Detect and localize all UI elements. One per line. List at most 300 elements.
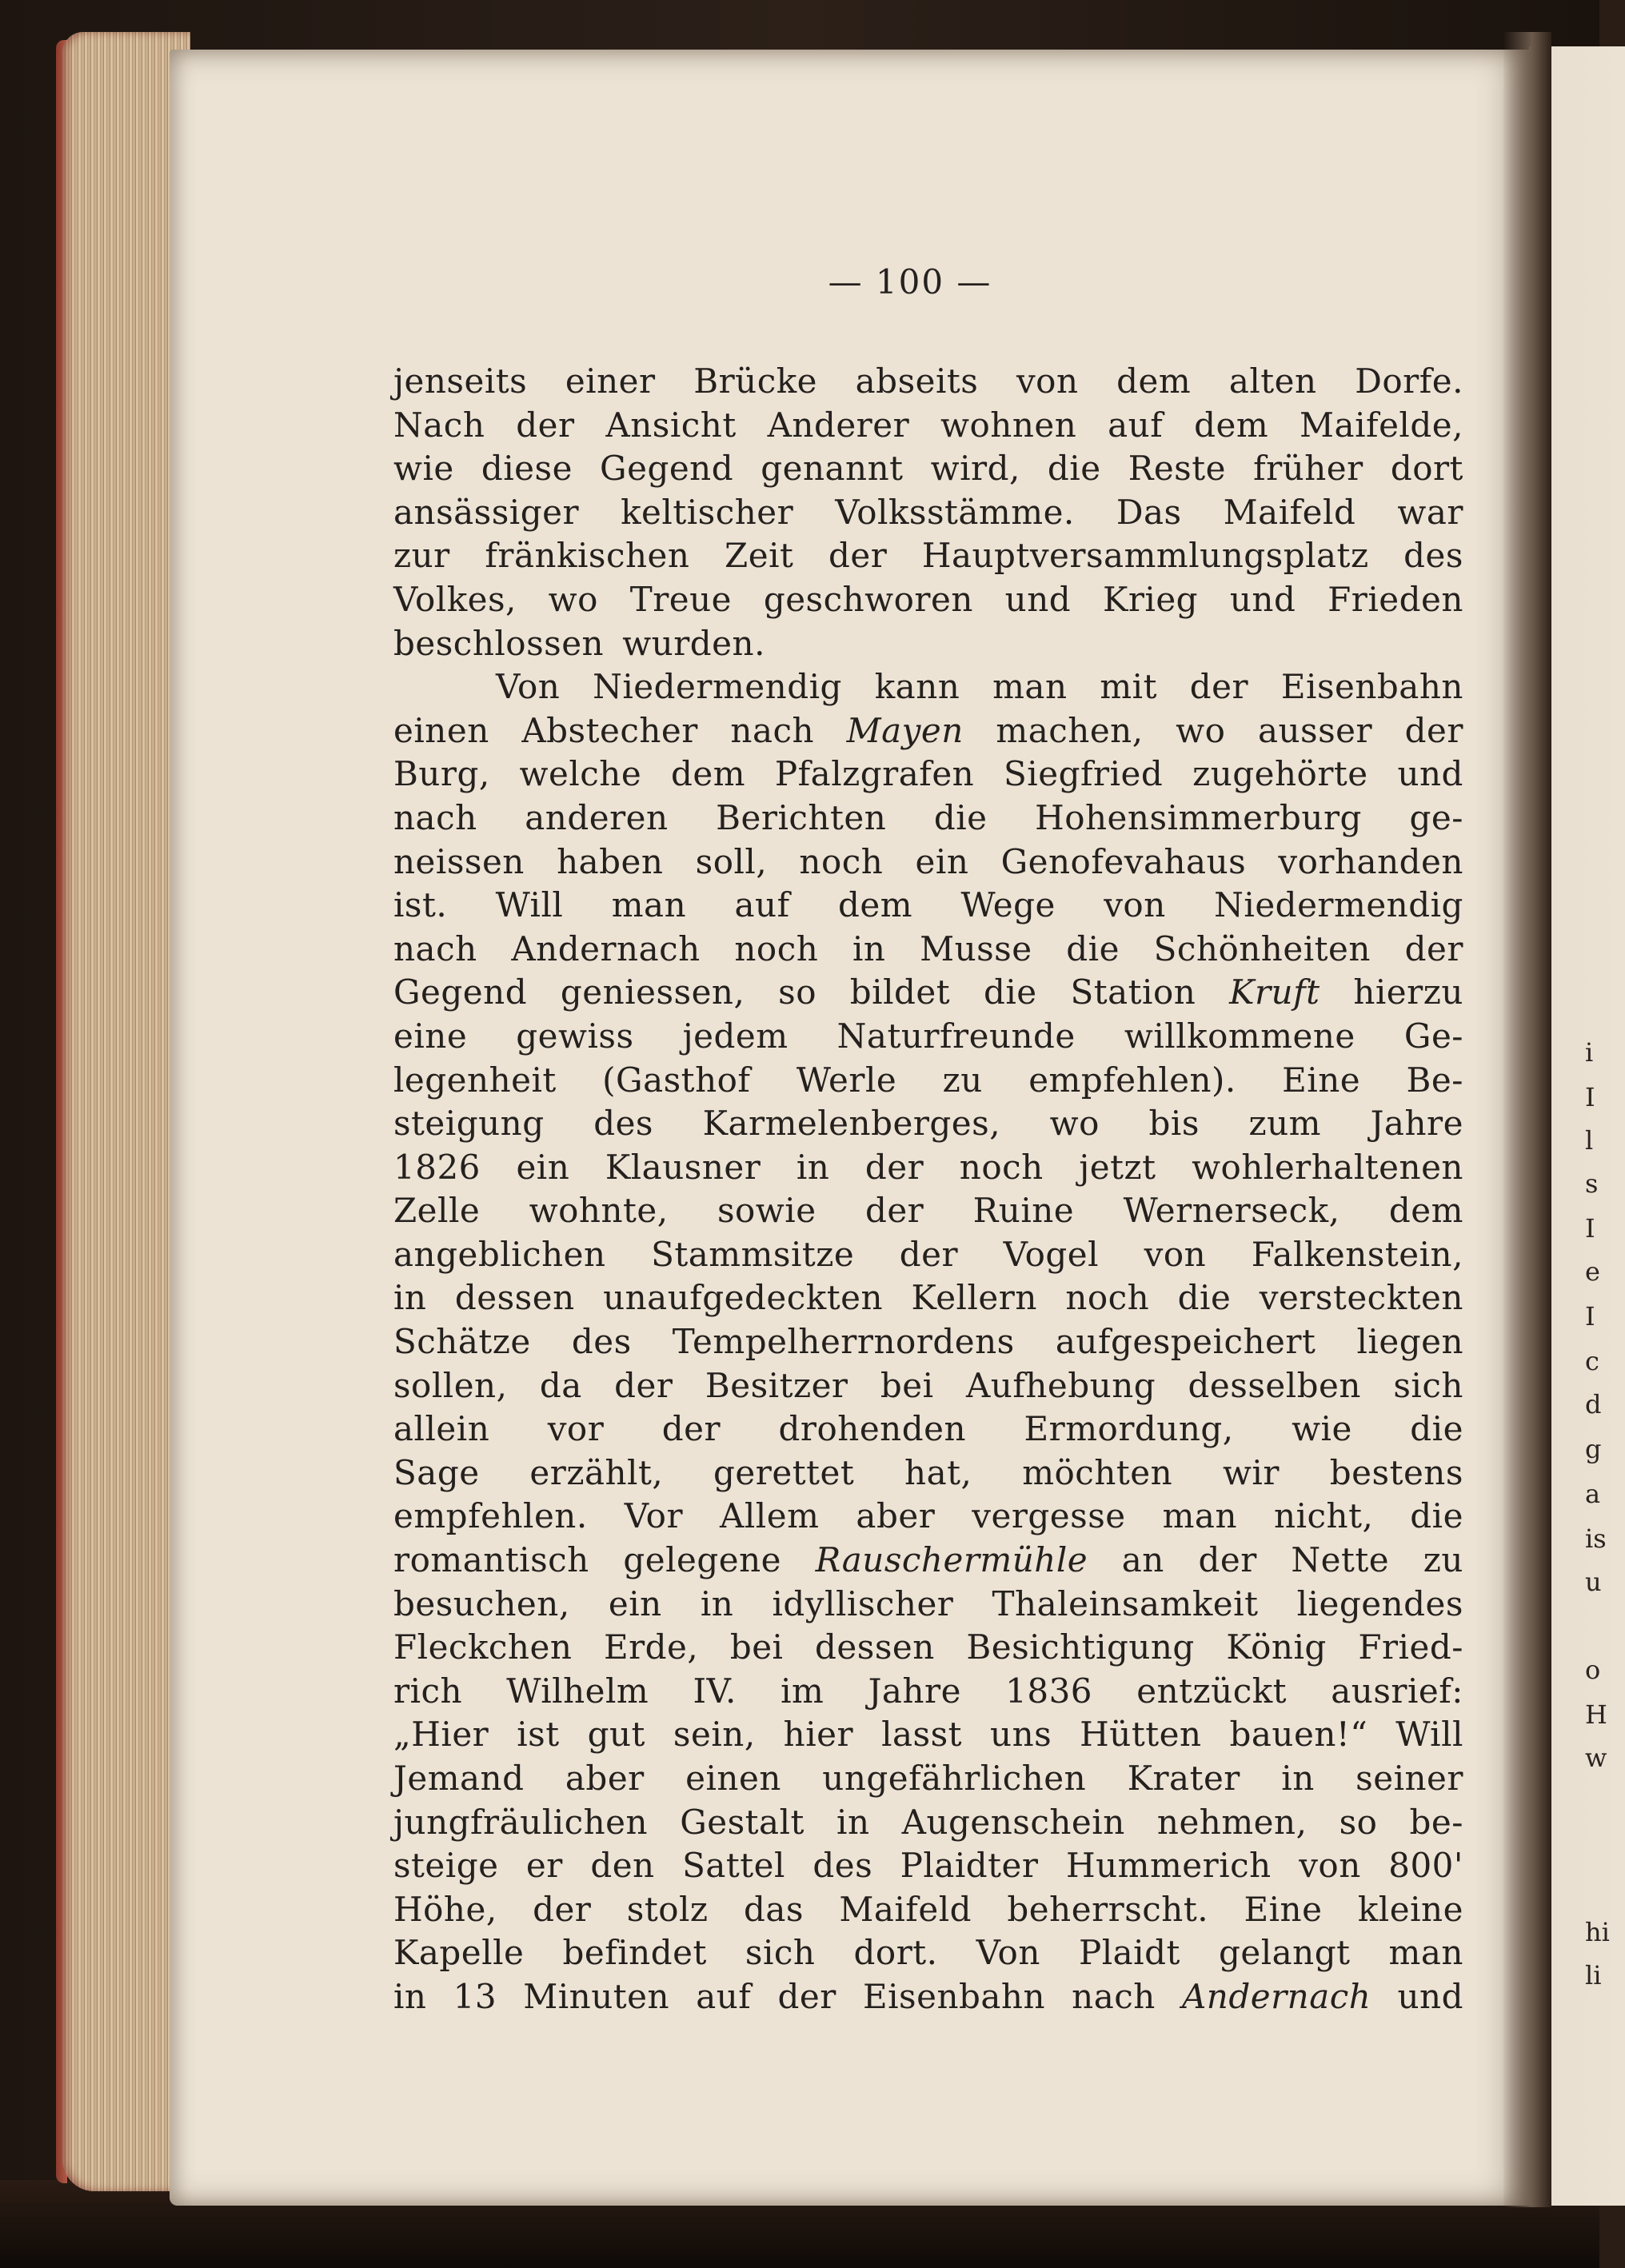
word: der — [533, 1889, 592, 1929]
word: auf — [696, 1976, 752, 2016]
word: Eine — [1282, 1060, 1361, 1100]
word: wurden. — [622, 623, 765, 663]
word: Treue — [629, 579, 733, 619]
facing-page-letter: i — [1585, 1037, 1594, 1068]
word: Hauptversammlungsplatz — [921, 536, 1369, 576]
word: wie — [1292, 1409, 1352, 1449]
facing-page-letter: c — [1585, 1346, 1599, 1376]
text-line — [393, 1451, 1463, 1495]
text-line — [393, 1102, 1463, 1146]
word: Ermordung, — [1024, 1409, 1234, 1449]
word: Stammsitze — [651, 1234, 855, 1274]
word: sowie — [717, 1191, 816, 1231]
word: wo — [548, 579, 598, 619]
word: Nette — [1291, 1540, 1390, 1580]
word: Dorfe. — [1355, 361, 1463, 401]
word: Ge- — [1403, 1016, 1463, 1056]
word: ein — [516, 1147, 570, 1187]
text-line — [393, 1626, 1463, 1670]
word: ist. — [393, 885, 448, 925]
word: fränkischen — [485, 536, 690, 576]
word: dort — [1390, 449, 1463, 489]
word: anderen — [525, 797, 669, 837]
word: zu — [1423, 1540, 1463, 1580]
word: Abstecher — [521, 710, 698, 750]
word: Gegend — [600, 449, 734, 489]
word: Andernach — [1181, 1976, 1371, 2016]
word: allein — [393, 1409, 490, 1449]
text-line — [393, 797, 1463, 841]
word: aufgespeichert — [1055, 1322, 1316, 1362]
word: wo — [1176, 710, 1226, 750]
word: neissen — [393, 841, 525, 881]
word: des — [593, 1104, 653, 1144]
word: Nach — [393, 405, 485, 445]
word: hat, — [904, 1452, 972, 1492]
word: die — [933, 797, 988, 837]
word: steige — [393, 1846, 499, 1886]
word: gerettet — [713, 1452, 855, 1492]
text-line — [393, 1670, 1463, 1714]
word: Das — [1116, 492, 1182, 532]
word: Siegfried — [1004, 754, 1164, 794]
word: in — [836, 1802, 870, 1842]
word: ein — [915, 841, 969, 881]
word: haben — [557, 841, 664, 881]
word: Maifelde, — [1300, 405, 1463, 445]
word: man — [992, 667, 1068, 707]
word: Besichtigung — [966, 1627, 1195, 1667]
word: und — [1397, 1976, 1463, 2016]
text-line — [393, 1364, 1463, 1408]
word: be- — [1409, 1802, 1463, 1842]
facing-page-letter: d — [1585, 1389, 1602, 1419]
word: mit — [1100, 667, 1157, 707]
word: IV. — [693, 1671, 737, 1711]
facing-page-letter: u — [1585, 1567, 1602, 1597]
word: an — [1121, 1540, 1164, 1580]
book-page — [170, 50, 1531, 2206]
word: bei — [880, 1365, 934, 1405]
word: einen — [393, 710, 489, 750]
word: König — [1226, 1627, 1327, 1667]
word: von — [1016, 361, 1079, 401]
word: ist — [517, 1715, 560, 1755]
text-line — [393, 1713, 1463, 1757]
facing-page-letter: li — [1585, 1960, 1602, 1990]
word: Klausner — [605, 1147, 761, 1187]
word: Aufhebung — [965, 1365, 1156, 1405]
word: noch — [1065, 1278, 1150, 1318]
word: noch — [959, 1147, 1044, 1187]
text-line — [393, 1975, 1463, 2019]
word: die — [1410, 1409, 1463, 1449]
word: lasst — [881, 1715, 963, 1755]
word: von — [1299, 1846, 1361, 1886]
word: der — [828, 536, 888, 576]
word: unaufgedeckten — [603, 1278, 884, 1318]
word: Kruft — [1229, 972, 1320, 1012]
word: Besitzer — [705, 1365, 848, 1405]
word: rich — [393, 1671, 463, 1711]
word: des — [1403, 536, 1463, 576]
word: der — [1404, 710, 1463, 750]
word: besuchen, — [393, 1583, 570, 1623]
word: der — [864, 1191, 924, 1231]
text-line — [393, 1189, 1463, 1233]
word: Jahre — [868, 1671, 961, 1711]
word: wohnen — [940, 405, 1077, 445]
word: aber — [856, 1496, 936, 1536]
word: Augenschein — [901, 1802, 1125, 1842]
text-line — [393, 1146, 1463, 1190]
text-line — [393, 665, 1463, 709]
word: diese — [481, 449, 573, 489]
text-line — [393, 578, 1463, 622]
word: der — [1189, 667, 1249, 707]
word: nicht, — [1274, 1496, 1374, 1536]
word: wohlerhaltenen — [1192, 1147, 1463, 1187]
word: jetzt — [1079, 1147, 1156, 1187]
word: Naturfreunde — [836, 1016, 1076, 1056]
word: der — [1198, 1540, 1257, 1580]
word: Karmelenberges, — [702, 1104, 1001, 1144]
text-line — [393, 1888, 1463, 1932]
text-line — [393, 1931, 1463, 1975]
word: uns — [990, 1715, 1052, 1755]
word: Andernach — [511, 928, 701, 968]
word: in — [852, 928, 886, 968]
word: 1836 — [1005, 1671, 1093, 1711]
text-line — [393, 447, 1463, 491]
word: der — [614, 1365, 673, 1405]
word: Schätze — [393, 1322, 531, 1362]
facing-page-letter: H — [1585, 1699, 1607, 1730]
word: dem — [1194, 405, 1269, 445]
word: bildet — [849, 972, 951, 1012]
text-line — [393, 709, 1463, 753]
word: Niedermendig — [1214, 885, 1463, 925]
word: Werle — [796, 1060, 897, 1100]
word: 800' — [1388, 1846, 1463, 1886]
word: Gegend — [393, 972, 528, 1012]
word: des — [571, 1322, 632, 1362]
text-line — [393, 1801, 1463, 1845]
word: Reste — [1128, 449, 1226, 489]
word: Sage — [393, 1452, 480, 1492]
word: Zeit — [725, 536, 794, 576]
word: ein — [608, 1583, 662, 1623]
text-line — [393, 841, 1463, 884]
word: Krieg — [1102, 579, 1199, 619]
word: der — [899, 1234, 959, 1274]
word: erzählt, — [529, 1452, 664, 1492]
word: Minuten — [523, 1976, 670, 2016]
word: 13 — [453, 1976, 497, 2016]
word: die — [1066, 928, 1120, 968]
word: sollen, — [393, 1365, 508, 1405]
word: keltischer — [621, 492, 794, 532]
word: Eine — [1244, 1889, 1323, 1929]
word: ausrief: — [1331, 1671, 1463, 1711]
text-line — [393, 404, 1463, 448]
word: Burg, — [393, 754, 490, 794]
word: Tempelherrnordens — [672, 1322, 1015, 1362]
word: Schönheiten — [1153, 928, 1371, 968]
word: nach — [393, 797, 477, 837]
word: ausser — [1257, 710, 1373, 750]
facing-page-letter: I — [1585, 1301, 1595, 1332]
book-gutter — [1503, 32, 1551, 2207]
word: Sattel — [682, 1846, 785, 1886]
text-line — [393, 1276, 1463, 1320]
word: man — [1162, 1496, 1238, 1536]
text-line — [393, 1233, 1463, 1277]
word: der — [516, 405, 575, 445]
word: vergesse — [972, 1496, 1126, 1536]
word: Volkes, — [393, 579, 517, 619]
facing-page-letter: I — [1585, 1082, 1595, 1112]
word: geniessen, — [560, 972, 745, 1012]
page-number: — 100 — — [828, 262, 992, 301]
word: jenseits — [393, 361, 528, 401]
word: in — [393, 1976, 427, 2016]
word: wird, — [930, 449, 1020, 489]
facing-page-letter: is — [1585, 1523, 1607, 1554]
word: Wege — [960, 885, 1056, 925]
word: in — [1281, 1759, 1315, 1798]
word: in — [700, 1583, 734, 1623]
word: willkommene — [1124, 1016, 1355, 1056]
word: Will — [1395, 1715, 1463, 1755]
word: desselben — [1188, 1365, 1361, 1405]
word: zugehörte — [1192, 754, 1368, 794]
word: einer — [565, 361, 656, 401]
word: wo — [1049, 1104, 1100, 1144]
word: Thaleinsamkeit — [992, 1583, 1259, 1623]
facing-page-letter: l — [1585, 1125, 1594, 1156]
word: Maifeld — [839, 1889, 972, 1929]
word: Plaidt — [1078, 1933, 1180, 1973]
word: noch — [799, 841, 884, 881]
word: Vogel — [1003, 1234, 1100, 1274]
word: bis — [1148, 1104, 1200, 1144]
word: abseits — [855, 361, 979, 401]
word: dort. — [853, 1933, 938, 1973]
word: man — [1388, 1933, 1463, 1973]
word: aber — [565, 1759, 645, 1798]
word: Pfalzgrafen — [774, 754, 975, 794]
word: Volksstämme. — [835, 492, 1075, 532]
word: nehmen, — [1156, 1802, 1308, 1842]
word: man — [611, 885, 687, 925]
text-line — [393, 1015, 1463, 1059]
word: drohenden — [778, 1409, 967, 1449]
text-line — [393, 884, 1463, 928]
word: Fried- — [1358, 1627, 1463, 1667]
word: hier — [783, 1715, 854, 1755]
word: von — [1144, 1234, 1207, 1274]
word: Anderer — [767, 405, 910, 445]
word: und — [1004, 579, 1072, 619]
word: vor — [547, 1409, 605, 1449]
word: Maifeld — [1223, 492, 1356, 532]
word: der — [864, 1147, 924, 1187]
word: beherrscht. — [1007, 1889, 1209, 1929]
word: Zelle — [393, 1191, 481, 1231]
word: nach — [730, 710, 815, 750]
word: sein, — [673, 1715, 756, 1755]
word: in — [796, 1147, 830, 1187]
word: Wilhelm — [506, 1671, 649, 1711]
word: wir — [1222, 1452, 1280, 1492]
word: dessen — [815, 1627, 935, 1667]
word: ansässiger — [393, 492, 580, 532]
word: das — [743, 1889, 804, 1929]
word: dem — [1388, 1191, 1463, 1231]
word: Hütten — [1080, 1715, 1202, 1755]
word: versteckten — [1259, 1278, 1463, 1318]
word: romantisch — [393, 1540, 589, 1580]
text-line — [393, 1757, 1463, 1801]
word: Hohensimmerburg — [1035, 797, 1362, 837]
word: Frieden — [1328, 579, 1463, 619]
word: Höhe, — [393, 1889, 497, 1929]
word: 1826 — [393, 1147, 481, 1187]
word: Plaidter — [900, 1846, 1039, 1886]
word: Berichten — [716, 797, 887, 837]
text-line — [393, 360, 1463, 404]
word: in — [393, 1278, 427, 1318]
facing-page-letter: w — [1585, 1743, 1607, 1773]
text-line — [393, 1495, 1463, 1539]
word: Musse — [920, 928, 1032, 968]
word: stolz — [626, 1889, 709, 1929]
word: Station — [1070, 972, 1196, 1012]
word: so — [1339, 1802, 1378, 1842]
word: Be- — [1406, 1060, 1463, 1100]
word: auf — [1108, 405, 1164, 445]
word: zur — [393, 536, 450, 576]
word: kann — [874, 667, 960, 707]
word: liegen — [1356, 1322, 1463, 1362]
facing-page-letter: g — [1585, 1434, 1602, 1464]
word: und — [1229, 579, 1296, 619]
body-text — [393, 360, 1463, 2019]
word: dem — [671, 754, 746, 794]
word: Erde, — [603, 1627, 699, 1667]
facing-page-letter: e — [1585, 1256, 1600, 1287]
word: so — [778, 972, 816, 1012]
word: auf — [734, 885, 790, 925]
word: möchten — [1022, 1452, 1173, 1492]
word: gut — [587, 1715, 645, 1755]
word: Rauschermühle — [815, 1540, 1088, 1580]
text-line — [393, 1320, 1463, 1364]
word: Falkenstein, — [1251, 1234, 1463, 1274]
text-line — [393, 1408, 1463, 1451]
word: eine — [393, 1016, 468, 1056]
word: empfehlen). — [1028, 1060, 1236, 1100]
word: Wernerseck, — [1123, 1191, 1340, 1231]
word: machen, — [996, 710, 1144, 750]
word: der — [777, 1976, 836, 2016]
text-line — [393, 1539, 1463, 1583]
word: steigung — [393, 1104, 545, 1144]
word: des — [812, 1846, 873, 1886]
word: Will — [495, 885, 564, 925]
word: soll, — [695, 841, 768, 881]
word: Von — [976, 1933, 1040, 1973]
word: Ruine — [972, 1191, 1075, 1231]
word: kleine — [1357, 1889, 1463, 1929]
word: Eisenbahn — [862, 1976, 1046, 2016]
facing-page-letter: s — [1585, 1168, 1599, 1199]
word: Niedermendig — [593, 667, 842, 707]
word: zum — [1248, 1104, 1321, 1144]
word: Ansicht — [605, 405, 737, 445]
word: wohnte, — [529, 1191, 669, 1231]
word: jungfräulichen — [393, 1802, 649, 1842]
word: Fleckchen — [393, 1627, 573, 1667]
word: der — [661, 1409, 721, 1449]
word: dem — [838, 885, 913, 925]
word: bestens — [1329, 1452, 1463, 1492]
text-line — [393, 971, 1463, 1015]
word: dessen — [454, 1278, 575, 1318]
text-line — [393, 491, 1463, 535]
word: Jahre — [1370, 1104, 1463, 1144]
word: Genofevahaus — [1000, 841, 1247, 881]
word: Hummerich — [1065, 1846, 1272, 1886]
text-line — [393, 1844, 1463, 1888]
word: gelangt — [1218, 1933, 1351, 1973]
facing-page-letter: a — [1585, 1479, 1601, 1509]
word: entzückt — [1136, 1671, 1288, 1711]
word: die — [983, 972, 1037, 1012]
word: früher — [1253, 449, 1363, 489]
word: nach — [1072, 1976, 1156, 2016]
word: die — [1410, 1496, 1463, 1536]
word: sich — [745, 1933, 816, 1973]
word: idyllischer — [772, 1583, 954, 1623]
word: zu — [942, 1060, 983, 1100]
word: da — [539, 1365, 582, 1405]
word: Allem — [720, 1496, 820, 1536]
word: Vor — [624, 1496, 684, 1536]
word: bauen!“ — [1229, 1715, 1368, 1755]
text-line — [393, 1583, 1463, 1627]
word: hierzu — [1353, 972, 1463, 1012]
word: gelegene — [623, 1540, 782, 1580]
word: Gestalt — [680, 1802, 805, 1842]
text-line — [393, 534, 1463, 578]
facing-page-letter: o — [1585, 1655, 1601, 1685]
word: nach — [393, 928, 477, 968]
word: im — [781, 1671, 824, 1711]
word: Eisenbahn — [1280, 667, 1463, 707]
text-line — [393, 753, 1463, 797]
word: Kapelle — [393, 1933, 525, 1973]
word: einen — [685, 1759, 781, 1798]
word: von — [1104, 885, 1166, 925]
word: vorhanden — [1278, 841, 1463, 881]
word: seiner — [1355, 1759, 1463, 1798]
word: Kellern — [911, 1278, 1037, 1318]
word: befindet — [562, 1933, 707, 1973]
word: dem — [1116, 361, 1192, 401]
word: war — [1397, 492, 1463, 532]
